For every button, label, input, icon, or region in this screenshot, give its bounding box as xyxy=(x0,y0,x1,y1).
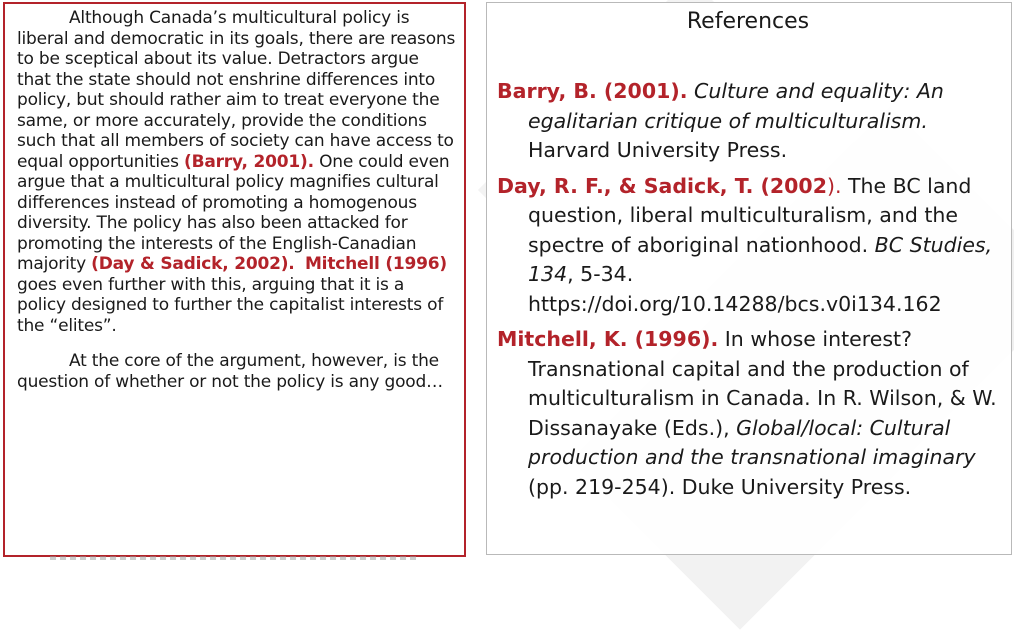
citation-mitchell: Mitchell (1996) xyxy=(304,254,447,274)
essay-panel xyxy=(3,2,466,557)
essay-text: goes even further with this, arguing that it is a policy designed to further the capitalist interests of the “elites”. xyxy=(17,274,444,336)
essay-text: Although Canada’s multicultural policy is liberal and democratic in its goals, there are reasons to be sceptical about its value. Detractors argue that the state should not enshrine differences into policy, but should rather aim to treat everyone the same, or more accurately, provide the conditions such that all members of society can have access to equal opportunities xyxy=(17,8,456,172)
reference-author: Mitchell, K. (1996). xyxy=(497,327,719,351)
reference-publisher: Harvard University Press. xyxy=(528,138,788,162)
essay-paragraph-2: At the core of the argument, however, is the question of whether or not the policy is any good… xyxy=(17,351,443,392)
reference-text: In whose interest? Transnational capital and the production of multiculturalism in Canada. In R. Wilson, & W. Dissanayake (Eds.), xyxy=(528,327,997,440)
essay-text xyxy=(295,254,305,274)
references-panel xyxy=(486,2,1012,555)
reference-text: , 5-34. https://doi.org/10.14288/bcs.v0i134.162 xyxy=(528,262,942,316)
reference-author: Barry, B. (2001). xyxy=(497,79,688,103)
reference-journal: BC Studies, 134 xyxy=(528,232,993,286)
citation-day-sadick: (Day & Sadick, 2002). xyxy=(91,254,295,274)
reference-entry xyxy=(497,77,999,166)
essay-paragraph-1 xyxy=(17,8,456,336)
citation-barry: (Barry, 2001). xyxy=(184,151,314,172)
reference-author-close: ). xyxy=(826,173,842,198)
reference-entry xyxy=(497,172,999,320)
reference-entry xyxy=(497,325,999,502)
reference-author: Day, R. F., & Sadick, T. (2002 xyxy=(497,173,827,198)
footer-strip xyxy=(50,556,420,560)
references-title: References xyxy=(686,9,810,34)
reference-text: The BC land question, liberal multiculturalism, and the spectre of aboriginal nationhood. xyxy=(528,173,972,257)
reference-text: (pp. 219-254). Duke University Press. xyxy=(528,474,912,499)
reference-title: Culture and equality: An egalitarian critique of multiculturalism. xyxy=(528,79,944,133)
reference-book: Global/local: Cultural production and the transnational imaginary xyxy=(528,415,976,469)
essay-text: One could even argue that a multicultural policy magnifies cultural differences instead of promoting a homogenous diversity. The policy has also been attacked for promoting the interests of the English-Canadian majority xyxy=(17,151,450,274)
